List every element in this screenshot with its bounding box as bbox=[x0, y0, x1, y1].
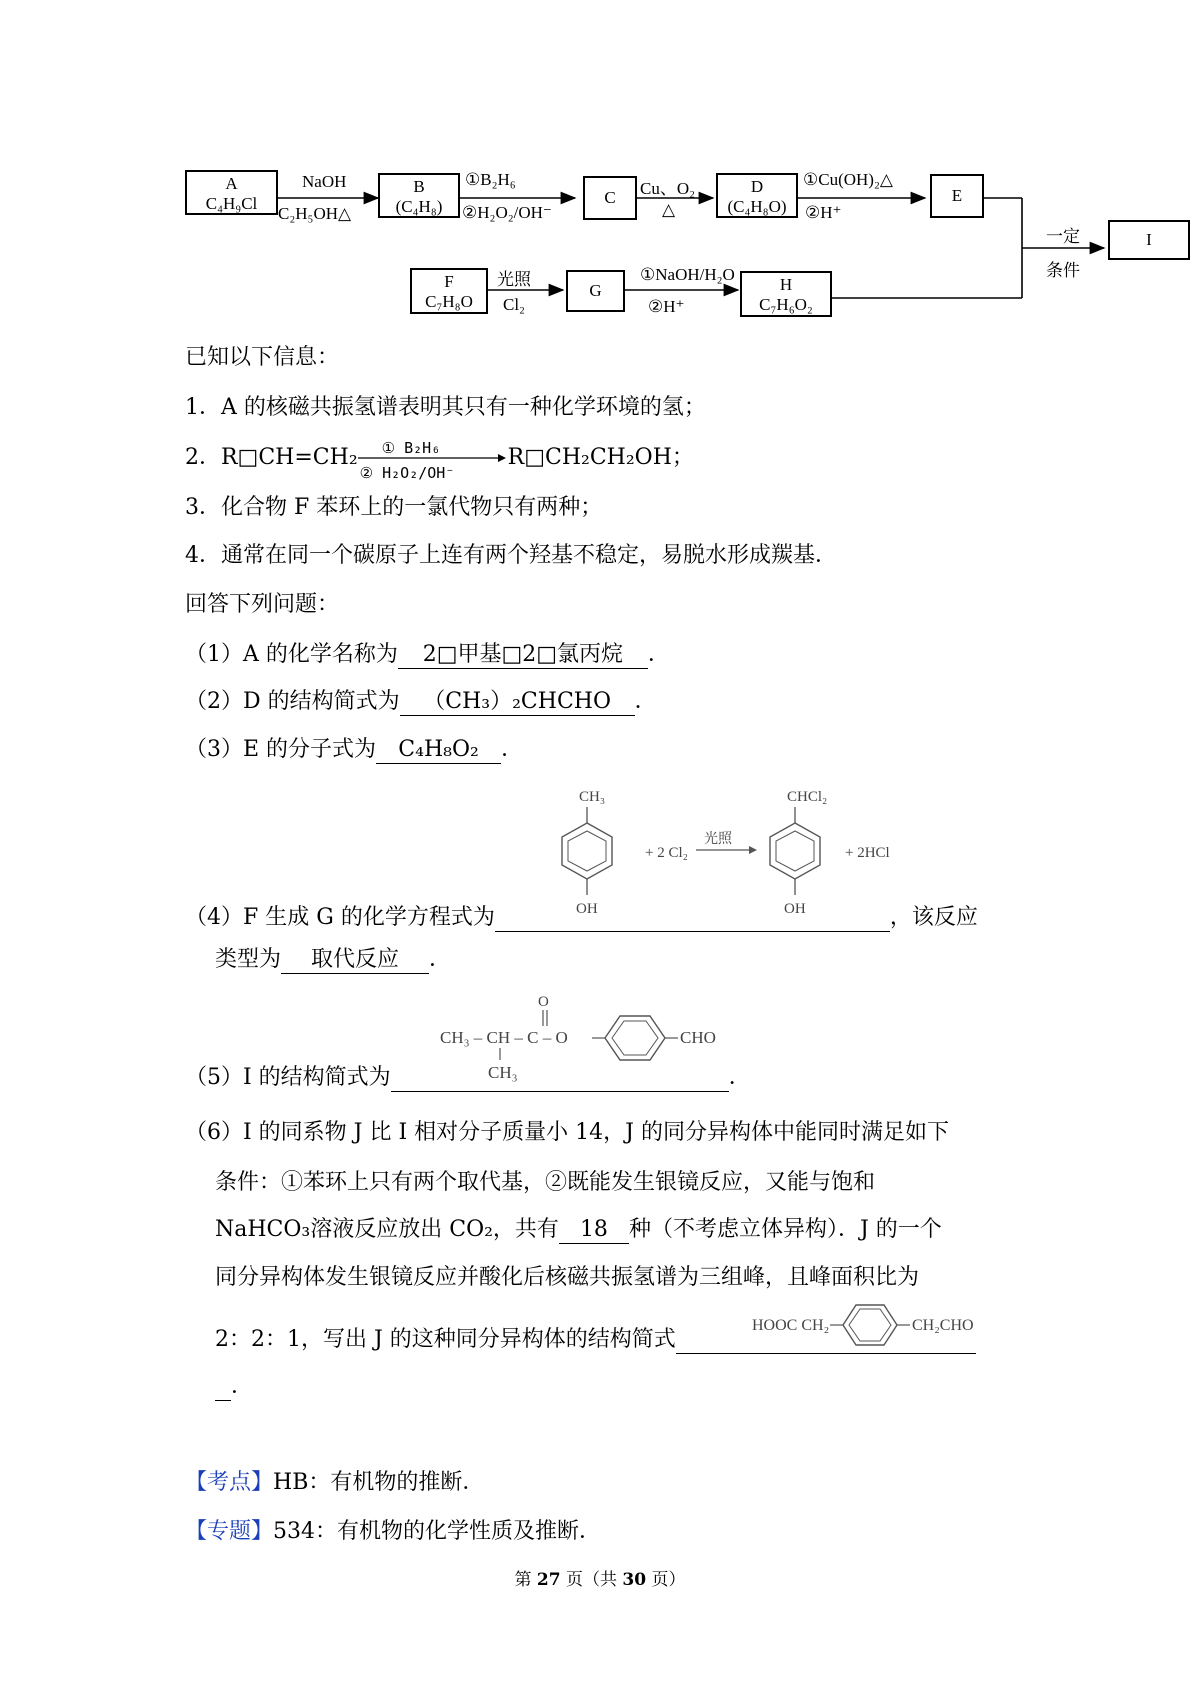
box-i bbox=[1108, 220, 1190, 260]
reaction-scheme bbox=[0, 0, 1200, 330]
benzal-chloride-product bbox=[770, 789, 827, 917]
struct-j-hoocch2-label: HOOC CH₂ bbox=[752, 1317, 830, 1334]
struct-i-methyl-label: CH₃ bbox=[488, 1063, 518, 1082]
kaodian-label: 【考点】 bbox=[185, 1470, 274, 1495]
kaodian-text: HB：有机物的推断． bbox=[273, 1470, 485, 1495]
kaodian-row bbox=[185, 1468, 484, 1498]
info-item-2 bbox=[185, 439, 694, 482]
reactant-oh-label: OH bbox=[576, 901, 598, 917]
box-h-name: H bbox=[779, 275, 793, 294]
question-6-line6 bbox=[215, 1372, 253, 1402]
question-3 bbox=[185, 735, 523, 765]
zhuanti-row bbox=[185, 1517, 601, 1547]
struct-i-carbonyl-o: O bbox=[538, 994, 549, 1010]
zhuanti-label: 【专题】 bbox=[185, 1519, 274, 1544]
product-oh-label: OH bbox=[784, 901, 806, 917]
box-e bbox=[930, 174, 984, 218]
q4-suffix: ，该反应 bbox=[889, 905, 978, 930]
label-ab-bottom: C₂H₅OH△ bbox=[278, 204, 352, 223]
byproduct-hcl-label: + 2HCl bbox=[845, 845, 890, 861]
q3-suffix: ． bbox=[501, 737, 524, 762]
q6-structure-prompt: 2：2：1，写出 J 的这种同分异构体的结构简式 bbox=[215, 1327, 676, 1352]
q2-prompt: （2）D 的结构简式为 bbox=[185, 689, 400, 714]
box-b bbox=[378, 173, 460, 218]
question-6-line2: 条件：①苯环上只有两个取代基，②既能发生银镜反应，又能与饱和 bbox=[215, 1170, 876, 1195]
box-b-formula: (C₄H₈) bbox=[395, 197, 443, 216]
question-2 bbox=[185, 687, 657, 717]
footer-suffix: 页） bbox=[646, 1570, 686, 1590]
question-5 bbox=[185, 1063, 751, 1093]
info-2-reactant: 2．R□CH=CH₂ bbox=[185, 445, 358, 470]
box-d-name: D bbox=[750, 177, 764, 196]
struct-j-ch2cho-label: CH₂CHO bbox=[912, 1317, 974, 1334]
q1-answer: 2□甲基□2□氯丙烷 bbox=[398, 642, 648, 669]
question-6-line1: （6）I 的同系物 J 比 I 相对分子质量小 14，J 的同分异构体中能同时满足如下 bbox=[185, 1120, 949, 1145]
info-2-cond-top: ① B₂H₆ bbox=[381, 439, 441, 457]
question-6-line3 bbox=[215, 1215, 942, 1245]
box-f-formula: C₇H₈O bbox=[425, 292, 473, 311]
box-c-name: C bbox=[604, 188, 616, 207]
label-de-top: ①Cu(OH)₂△ bbox=[803, 170, 893, 189]
q6-count-prompt: NaHCO₃溶液反应放出 CO₂，共有 bbox=[215, 1217, 559, 1242]
question-6-line5 bbox=[215, 1325, 976, 1355]
info-2-product: R□CH₂CH₂OH； bbox=[507, 445, 694, 470]
label-de-bottom: ②H⁺ bbox=[805, 203, 842, 222]
box-c bbox=[583, 176, 637, 220]
info-title: 已知以下信息： bbox=[185, 345, 340, 370]
q4-answer-blank bbox=[495, 905, 890, 932]
label-bc-bottom: ②H₂O₂/OH⁻ bbox=[462, 203, 552, 222]
label-cd-bottom: △ bbox=[662, 200, 676, 219]
label-ei-bottom: 条件 bbox=[1046, 261, 1080, 280]
info-item-1: 1．A 的核磁共振氢谱表明其只有一种化学环境的氢； bbox=[185, 395, 706, 420]
reagent-cl2-label: + 2 Cl₂ bbox=[645, 845, 688, 861]
q2-suffix: ． bbox=[634, 689, 657, 714]
label-ei-top: 一定 bbox=[1046, 227, 1080, 246]
zhuanti-text: 534：有机物的化学性质及推断． bbox=[273, 1519, 602, 1544]
label-fg-bottom: Cl₂ bbox=[503, 295, 525, 314]
footer-total-pages: 30 bbox=[622, 1570, 647, 1590]
q5-prompt: （5）I 的结构简式为 bbox=[185, 1065, 391, 1090]
reactant-ch3-label: CH₃ bbox=[579, 789, 606, 805]
toluene-reactant bbox=[562, 789, 612, 917]
label-ab-top: NaOH bbox=[302, 172, 347, 191]
box-b-name: B bbox=[413, 177, 425, 196]
q3-answer: C₄H₈O₂ bbox=[376, 737, 501, 764]
info-2-arrow bbox=[358, 439, 508, 482]
q4-prompt: （4）F 生成 G 的化学方程式为 bbox=[185, 905, 495, 930]
q2-answer: （CH₃）₂CHCHO bbox=[400, 689, 635, 716]
box-a-name: A bbox=[225, 174, 238, 193]
q4-type-prompt: 类型为 bbox=[215, 947, 282, 972]
question-6-line4: 同分异构体发生银镜反应并酸化后核磁共振氢谱为三组峰，且峰面积比为 bbox=[215, 1265, 920, 1290]
product-chcl2-label: CHCl₂ bbox=[787, 789, 828, 805]
q6-blank-end bbox=[215, 1374, 231, 1401]
footer-page-number: 27 bbox=[536, 1570, 561, 1590]
label-fg-top: 光照 bbox=[497, 270, 531, 289]
box-f-name: F bbox=[444, 272, 454, 291]
question-4-line2 bbox=[215, 945, 451, 975]
box-f bbox=[410, 268, 488, 314]
q6-structure-blank bbox=[676, 1327, 976, 1354]
q1-prompt: （1）A 的化学名称为 bbox=[185, 642, 398, 667]
box-i-name: I bbox=[1146, 230, 1152, 249]
box-g bbox=[566, 270, 625, 312]
label-bc-top: ①B₂H₆ bbox=[465, 170, 516, 189]
page-footer bbox=[0, 1565, 1200, 1590]
q5-suffix: ． bbox=[728, 1065, 751, 1090]
box-a-formula: C₄H₉Cl bbox=[205, 194, 258, 213]
box-h-formula: C₇H₆O₂ bbox=[759, 295, 813, 314]
info-item-3: 3．化合物 F 苯环上的一氯代物只有两种； bbox=[185, 495, 603, 520]
footer-mid: 页（共 bbox=[560, 1570, 623, 1590]
info-2-cond-bottom: ② H₂O₂/OH⁻ bbox=[359, 464, 455, 482]
box-d bbox=[716, 173, 798, 218]
q4-type-suffix: ． bbox=[429, 947, 452, 972]
q5-answer-blank bbox=[391, 1065, 729, 1092]
box-d-formula: (C₄H₈O) bbox=[727, 197, 787, 216]
box-a bbox=[185, 170, 278, 215]
footer-prefix: 第 bbox=[514, 1570, 537, 1590]
question-1 bbox=[185, 640, 670, 670]
q1-suffix: ． bbox=[647, 642, 670, 667]
box-h bbox=[740, 271, 832, 317]
box-g-name: G bbox=[589, 281, 602, 300]
q3-prompt: （3）E 的分子式为 bbox=[185, 737, 377, 762]
label-gh-top: ①NaOH/H₂O bbox=[640, 265, 735, 284]
struct-i-cho-label: CHO bbox=[680, 1028, 716, 1047]
answer-title: 回答下列问题： bbox=[185, 592, 340, 617]
question-4 bbox=[185, 903, 978, 933]
q6-count-answer: 18 bbox=[559, 1217, 629, 1244]
equation-condition-label: 光照 bbox=[704, 832, 732, 847]
q4-type-answer: 取代反应 bbox=[281, 947, 429, 974]
box-e-name: E bbox=[951, 186, 963, 205]
q6-count-suffix: 种（不考虑立体异构）．J 的一个 bbox=[628, 1217, 942, 1242]
label-cd-top: Cu、O₂ bbox=[640, 179, 696, 198]
info-item-4: 4．通常在同一个碳原子上连有两个羟基不稳定，易脱水形成羰基． bbox=[185, 543, 837, 568]
label-gh-bottom: ②H⁺ bbox=[648, 297, 685, 316]
struct-i-chain-label: CH₃ – CH – C – O bbox=[440, 1028, 568, 1047]
q6-end-suffix: ． bbox=[231, 1374, 254, 1399]
